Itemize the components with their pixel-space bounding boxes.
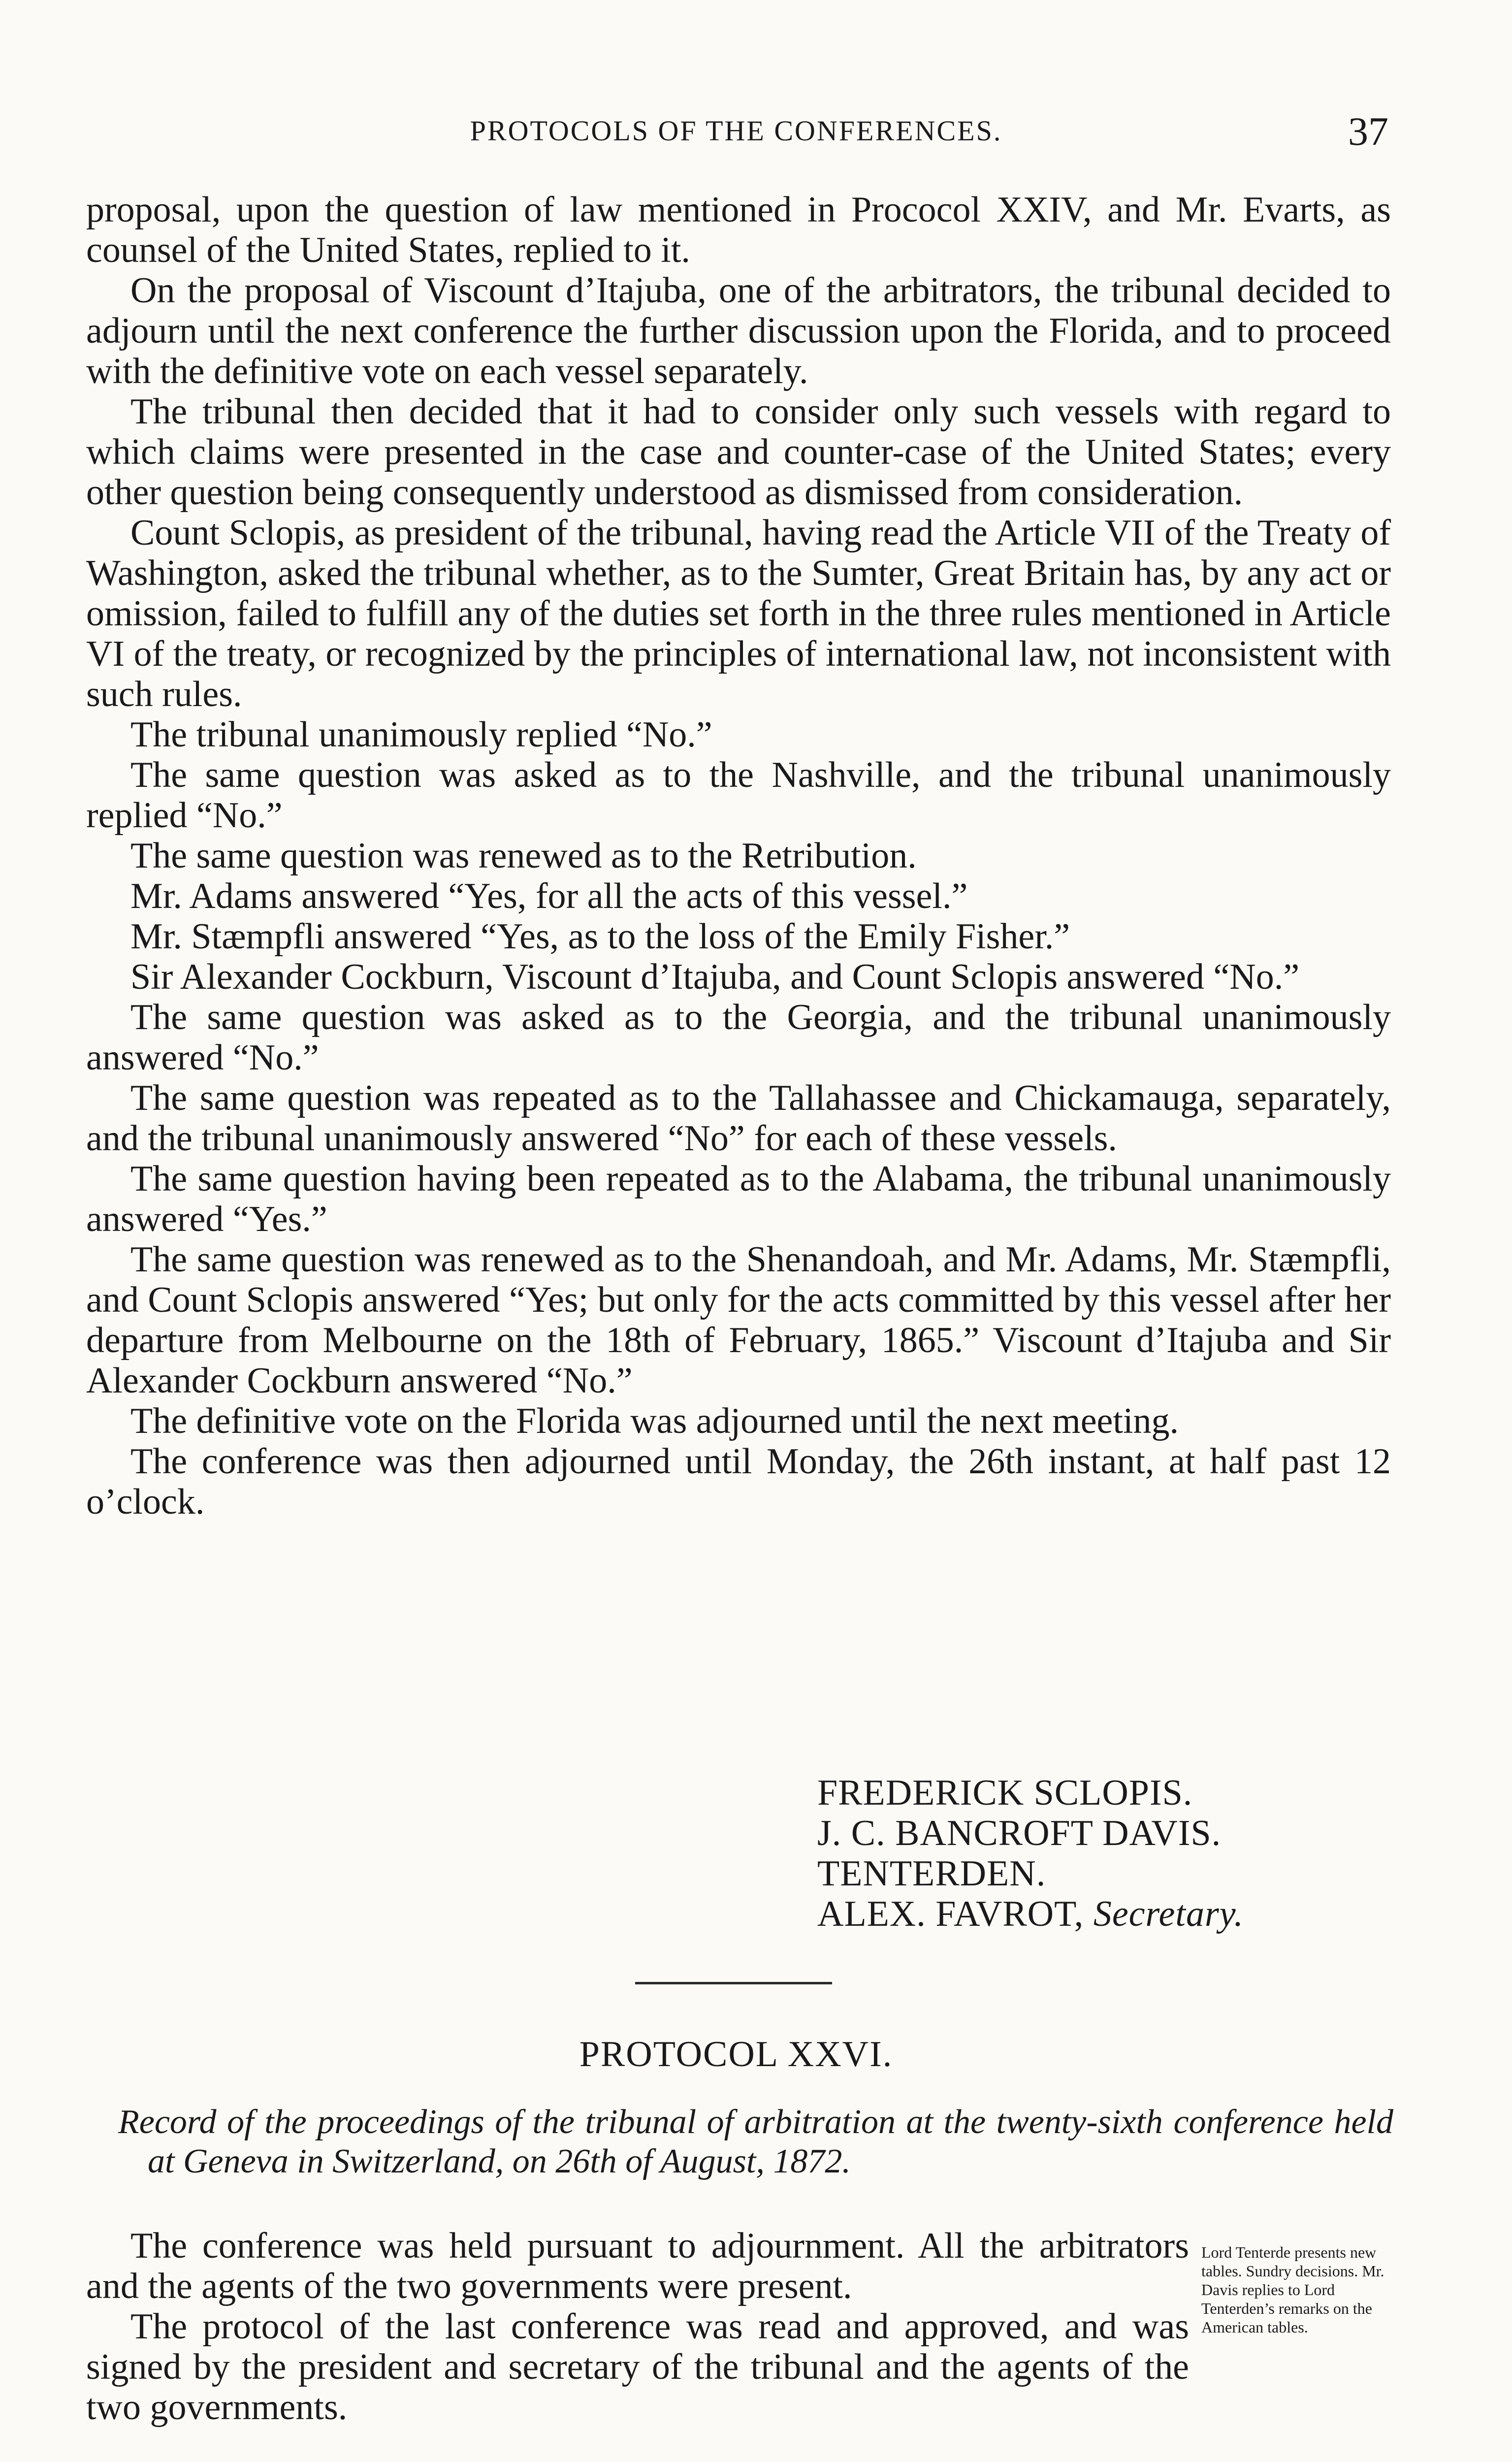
body-text xyxy=(86,190,1391,1522)
signature-favrot xyxy=(817,1894,1383,1934)
paragraph: The same question was renewed as to the Shenandoah, and Mr. Adams, Mr. Stæmpfli, and Count Sclopis answered “Yes; but only for the acts committed by this vessel after her departure from Melbourne on the 18th of February, 1865.” Viscount d’Itajuba and Sir Alexander Cockburn answered “No.” xyxy=(86,1239,1391,1401)
paragraph: Count Sclopis, as president of the tribunal, having read the Article VII of the Treaty of Washington, asked the tribunal whether, as to the Sumter, Great Britain has, by any act or omission, failed to fulfill any of the duties set forth in the three rules mentioned in Article VI of the treaty, or recognized by the principles of international law, not inconsistent with such rules. xyxy=(86,513,1391,714)
page-number: 37 xyxy=(1348,109,1388,154)
signature-favrot-role: Secretary. xyxy=(1093,1894,1244,1934)
paragraph: The conference was held pursuant to adjournment. All the arbitrators and the agents of the two governments were present. xyxy=(86,2226,1189,2306)
paragraph: proposal, upon the question of law mentioned in Prococol XXIV, and Mr. Evarts, as counsel of the United States, replied to it. xyxy=(86,190,1391,270)
protocol-title: PROTOCOL XXVI. xyxy=(579,2034,893,2074)
paragraph: Sir Alexander Cockburn, Viscount d’Itajuba, and Count Sclopis answered “No.” xyxy=(130,957,1300,997)
signature-tenterden: TENTERDEN. xyxy=(817,1853,1046,1894)
paragraph: Mr. Adams answered “Yes, for all the acts of this vessel.” xyxy=(130,876,968,916)
signature-davis: J. C. BANCROFT DAVIS. xyxy=(817,1813,1222,1853)
paragraph: Mr. Stæmpfli answered “Yes, as to the loss of the Emily Fisher.” xyxy=(130,916,1070,957)
signature-sclopis: FREDERICK SCLOPIS. xyxy=(817,1773,1193,1813)
paragraph: The tribunal unanimously replied “No.” xyxy=(130,714,712,755)
paragraph: The tribunal then decided that it had to consider only such vessels with regard to which claims were presented in the case and counter-case of the United States; every other question being consequently understood as dismissed from consideration. xyxy=(86,391,1391,513)
protocol-body xyxy=(86,2226,1189,2428)
paragraph: The same question was renewed as to the Retribution. xyxy=(130,836,917,876)
page-header xyxy=(84,108,1388,162)
paragraph: The same question was asked as to the Nashville, and the tribunal unanimously replied “No.” xyxy=(86,755,1391,836)
paragraph: The definitive vote on the Florida was adjourned until the next meeting. xyxy=(130,1401,1179,1441)
margin-note: Lord Tenterde presents new tables. Sundry decisions. Mr. Davis replies to Lord Tenterden’s remarks on the American tables. xyxy=(1201,2243,1384,2336)
protocol-record-heading: Record of the proceedings of the tribunal of arbitration at the twenty-sixth conference held at Geneva in Switzerland, on 26th of August, 1872. xyxy=(118,2103,1393,2180)
paragraph: The conference was then adjourned until Monday, the 26th instant, at half past 12 o’clock. xyxy=(86,1441,1391,1522)
signature-favrot-name: ALEX. FAVROT, xyxy=(817,1894,1084,1934)
section-divider xyxy=(635,1982,832,1984)
paragraph: The same question was repeated as to the Tallahassee and Chickamauga, separately, and the tribunal unanimously answered “No” for each of these vessels. xyxy=(86,1078,1391,1159)
signature-block xyxy=(817,1773,1383,1934)
paragraph: On the proposal of Viscount d’Itajuba, one of the arbitrators, the tribunal decided to adjourn until the next conference the further discussion upon the Florida, and to proceed with the definitive vote on each vessel separately. xyxy=(86,270,1391,391)
paragraph: The same question was asked as to the Georgia, and the tribunal unanimously answered “No.” xyxy=(86,997,1391,1078)
running-head: PROTOCOLS OF THE CONFERENCES. xyxy=(470,115,1002,147)
paragraph: The protocol of the last conference was read and approved, and was signed by the president and secretary of the tribunal and the agents of the two governments. xyxy=(86,2306,1189,2428)
paragraph: The same question having been repeated as to the Alabama, the tribunal unanimously answered “Yes.” xyxy=(86,1159,1391,1239)
